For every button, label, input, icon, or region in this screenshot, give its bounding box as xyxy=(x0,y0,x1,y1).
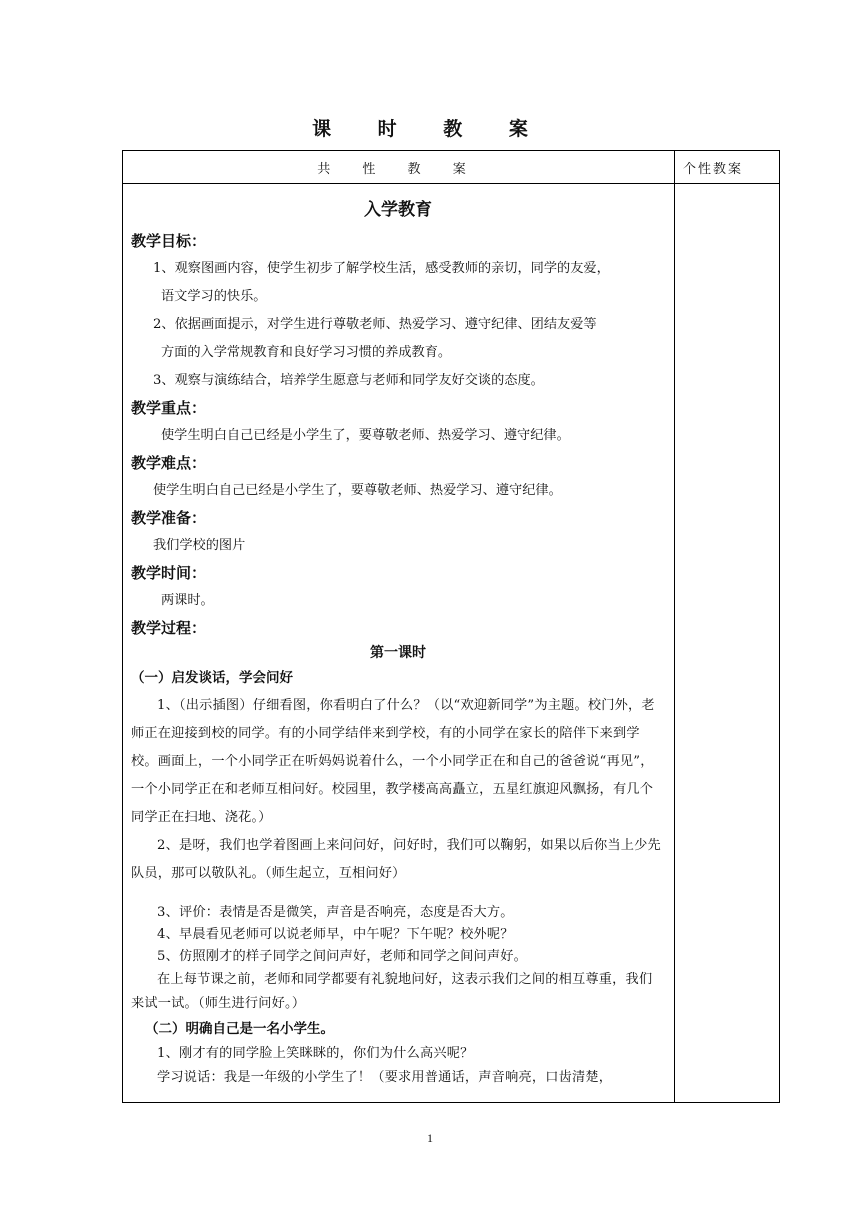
lesson-plan-table xyxy=(122,150,780,1103)
part1-title: （一）启发谈话，学会问好 xyxy=(131,670,293,686)
lesson-title: 入学教育 xyxy=(364,200,432,220)
time-heading: 教学时间： xyxy=(131,564,207,582)
objectives-heading: 教学目标： xyxy=(131,232,207,250)
part1-paragraph: 4、早晨看见老师可以说老师早，中午呢？下午呢？校外呢？ xyxy=(157,927,514,942)
part1-paragraph: 2、是呀，我们也学着图画上来问问好，问好时，我们可以鞠躬，如果以后你当上少先队员，那可以敬队礼。（师生起立，互相问好） xyxy=(131,838,661,881)
page-title: 课 时 教 案 xyxy=(312,118,548,140)
key-points-text: 使学生明白自己已经是小学生了，要尊敬老师、热爱学习、遵守纪律。 xyxy=(161,428,570,443)
page-number: 1 xyxy=(427,1131,433,1145)
part1-paragraph: 在上每节课之前，老师和同学都要有礼貌地问好，这表示我们之间的相互尊重，我们来试一试。（师生进行问好。） xyxy=(131,972,653,1011)
header-personal-plan: 个性教案 xyxy=(683,162,744,177)
objective-line: 方面的入学常规教育和良好学习习惯的养成教育。 xyxy=(161,345,452,360)
time-text: 两课时。 xyxy=(161,593,214,608)
preparation-heading: 教学准备： xyxy=(131,509,207,527)
first-lesson-title: 第一课时 xyxy=(370,645,426,661)
part1-paragraph: 3、评价：表情是否是微笑，声音是否响亮，态度是否大方。 xyxy=(157,905,514,920)
common-plan-content xyxy=(131,191,665,1090)
preparation-text: 我们学校的图片 xyxy=(153,538,246,553)
objective-line: 1、观察图画内容，使学生初步了解学校生活，感受教师的亲切，同学的友爱， xyxy=(153,261,610,276)
key-points-heading: 教学重点： xyxy=(131,399,207,417)
process-heading: 教学过程： xyxy=(131,619,207,637)
header-common-plan: 共 性 教 案 xyxy=(317,162,480,177)
part1-paragraph: 5、仿照刚才的样子同学之间问声好，老师和同学之间问声好。 xyxy=(157,949,528,964)
objective-line: 2、依据画面提示，对学生进行尊敬老师、热爱学习、遵守纪律、团结友爱等 xyxy=(153,317,597,332)
spacer xyxy=(131,888,665,902)
column-divider xyxy=(674,151,675,1102)
difficulties-text: 使学生明白自己已经是小学生了，要尊敬老师、热爱学习、遵守纪律。 xyxy=(153,483,562,498)
part1-paragraph: 1、（出示插图）仔细看图，你看明白了什么？（以“欢迎新同学”为主题。校门外，老师正在迎接到校的同学。有的小同学结伴来到学校，有的小同学在家长的陪伴下来到学校。画面上，一个小同学正在听妈妈说着什么，一个小同学正在和自己的爸爸说“再见”，一个小同学正在和老师互相问好。校园里，教学楼高高矗立，五星红旗迎风飘扬，有几个同学正在扫地、浇花。） xyxy=(131,698,655,825)
part2-title: （二）明确自己是一名小学生。 xyxy=(145,1021,334,1037)
difficulties-heading: 教学难点： xyxy=(131,454,207,472)
part2-paragraph: 1、刚才有的同学脸上笑眯眯的，你们为什么高兴呢？ xyxy=(157,1046,474,1061)
objective-line: 3、观察与演练结合，培养学生愿意与老师和同学友好交谈的态度。 xyxy=(153,373,544,388)
header-divider xyxy=(123,183,779,184)
objective-line: 语文学习的快乐。 xyxy=(161,289,267,304)
part2-paragraph: 学习说话：我是一年级的小学生了！（要求用普通话，声音响亮，口齿清楚， xyxy=(157,1070,613,1085)
